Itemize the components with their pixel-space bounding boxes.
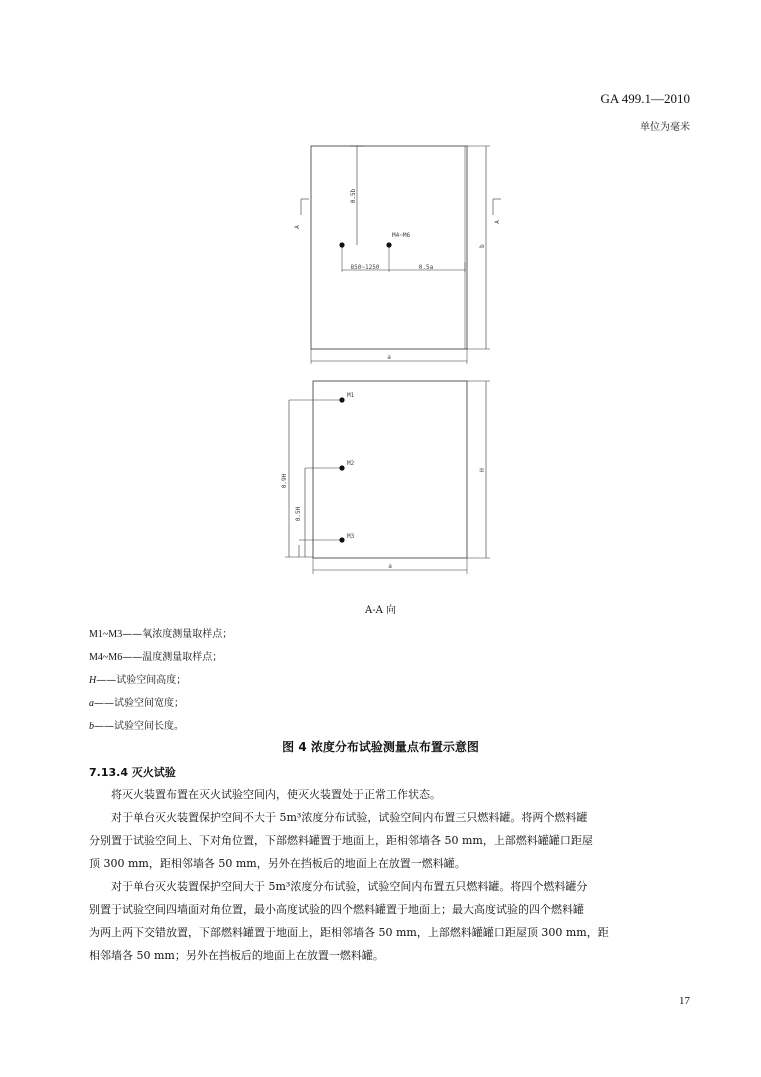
paragraph-2-line: 分别置于试验空间上、下对角位置，下部燃料罐置于地面上，距相邻墙各 50 mm，上部燃料罐罐口距屋	[89, 834, 593, 847]
view-label: A-A 向	[364, 605, 396, 616]
paragraph-3-line: 相邻墙各 50 mm；另外在挡板后的地面上在放置一燃料罐。	[89, 949, 384, 962]
dim-b-label: b	[479, 244, 486, 248]
unit-note: 单位为毫米	[640, 122, 690, 133]
figure-caption: 图 4 浓度分布试验测量点布置示意图	[282, 740, 479, 754]
legend-item	[89, 625, 232, 640]
section-view-room-outline	[313, 381, 467, 558]
paragraph-2	[89, 806, 691, 875]
paragraph-2-line: 顶 300 mm，距相邻墙各 50 mm，另外在挡板后的地面上在放置一燃料罐。	[89, 857, 466, 870]
dim-0-5a-label: 0.5a	[418, 264, 434, 271]
section-heading: 7.13.4 灭火试验	[89, 766, 176, 779]
legend-item	[89, 694, 184, 709]
legend-item	[89, 671, 186, 686]
legend-item	[89, 648, 222, 663]
section-mark-left-label: A	[294, 225, 301, 229]
legend-symbol: b	[89, 721, 94, 732]
legend-item	[89, 717, 184, 732]
point-m1	[339, 397, 344, 402]
paragraph-2-line: 对于单台灭火装置保护空间不大于 5m³浓度分布试验，试验空间内布置三只燃料罐。将两个燃料罐	[111, 811, 588, 824]
m2-label: M2	[347, 460, 355, 467]
legend-desc: ——试验空间高度；	[96, 675, 187, 686]
paragraph-3-line: 对于单台灭火装置保护空间大于 5m³浓度分布试验，试验空间内布置五只燃料罐。将四个燃料罐分	[111, 880, 588, 893]
top-view-point-left	[339, 242, 344, 247]
dim-0-5b-label: 0.5b	[350, 188, 357, 204]
legend-symbol: M1~M3	[89, 629, 123, 640]
m1-label: M1	[347, 392, 355, 399]
dim-0-9h-label: 0.9H	[281, 473, 288, 489]
paragraph-3-line: 为两上两下交错放置，下部燃料罐置于地面上，距相邻墙各 50 mm，上部燃料罐罐口距屋顶 300 mm，距	[89, 926, 609, 939]
legend-symbol: H	[89, 675, 97, 686]
legend-desc: ——氧浓度测量取样点；	[122, 629, 233, 640]
document-code: GA 499.1—2010	[600, 91, 690, 106]
legend-desc: ——试验空间长度。	[94, 721, 184, 732]
dim-850-1250-label: 850~1250	[350, 264, 380, 271]
dim-a-section-label: a	[388, 563, 392, 570]
paragraph-3-line: 别置于试验空间四墙面对角位置，最小高度试验的四个燃料罐置于地面上；最大高度试验的四个燃料罐	[89, 903, 584, 916]
paragraph-3	[89, 875, 691, 967]
point-m2	[339, 465, 344, 470]
dim-0-5h-label: 0.5H	[295, 506, 302, 522]
legend-symbol: M4~M6	[89, 652, 123, 663]
paragraph-1	[89, 783, 691, 806]
top-view-point-m4-m6	[386, 242, 391, 247]
m3-label: M3	[347, 533, 355, 540]
paragraph-1-text: 将灭火装置布置在灭火试验空间内，使灭火装置处于正常工作状态。	[111, 788, 441, 801]
legend-desc: ——温度测量取样点；	[122, 652, 223, 663]
dim-a-top-label: a	[387, 354, 391, 361]
page-number: 17	[679, 995, 690, 1007]
point-m3	[339, 537, 344, 542]
legend-desc: ——试验空间宽度；	[94, 698, 184, 709]
legend-symbol: a	[89, 698, 94, 709]
dim-h-label: H	[479, 468, 486, 472]
section-mark-right-label: A	[494, 220, 501, 224]
m4-m6-label: M4~M6	[392, 232, 411, 239]
